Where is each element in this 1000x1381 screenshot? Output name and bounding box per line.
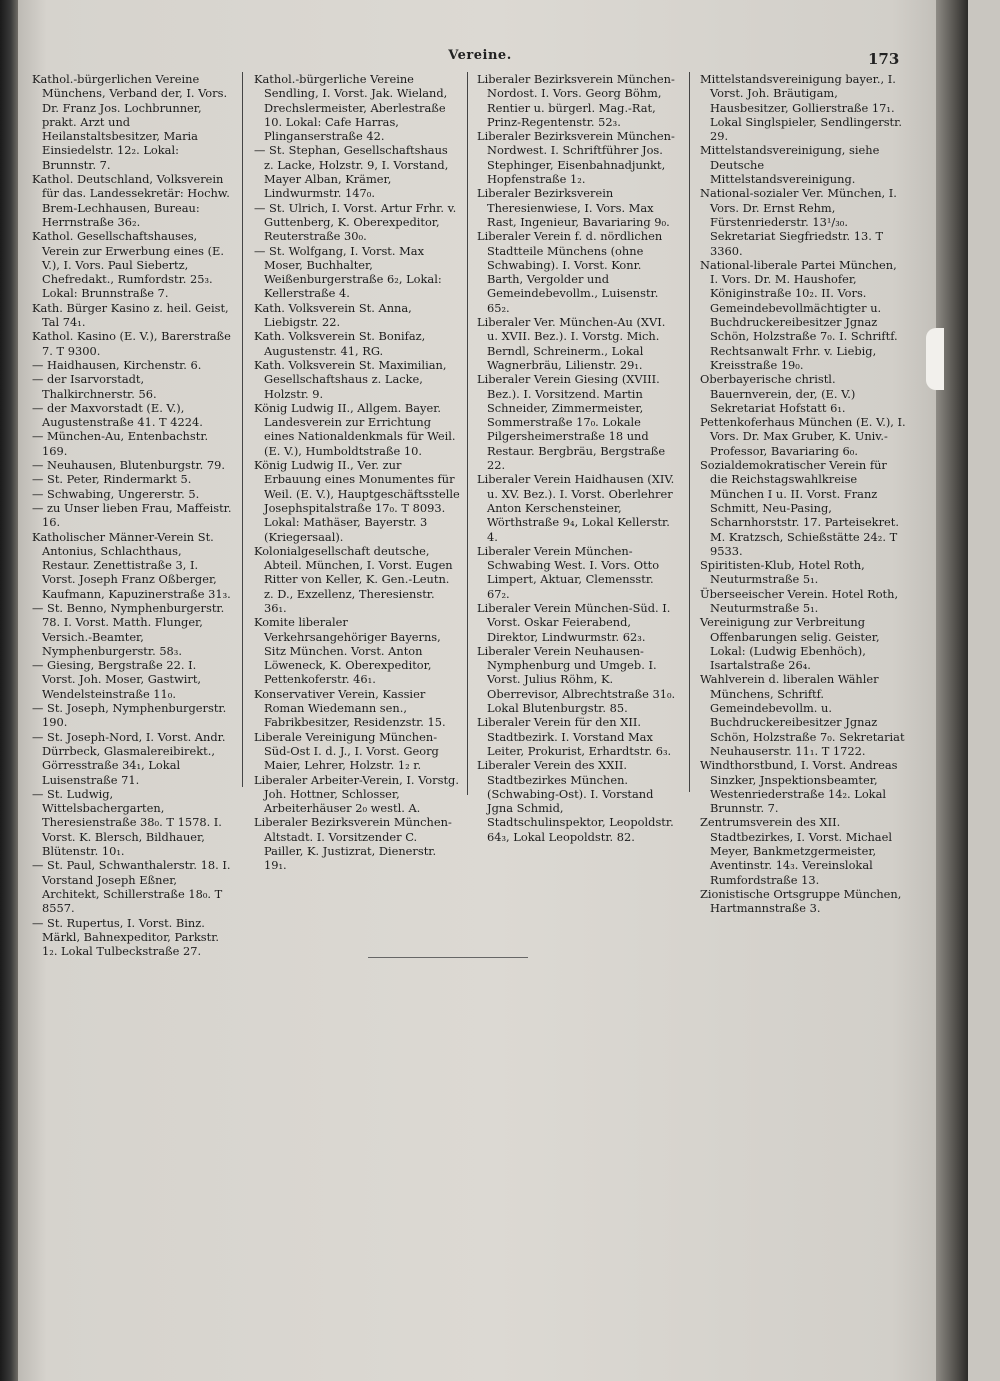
directory-entry: Kathol.-bürgerlichen Vereine Münchens, Verband der, I. Vors. Dr. Franz Jos. Lochbrunner, prakt. Arzt und Heilanstaltsbesitzer, Maria Einsiedelstr. 12₂. Lokal: Brunnstr. 7. [32,72,228,172]
directory-entry: Oberbayerische christl. Bauernverein, der, (E. V.) Sekretariat Hofstatt 6₁. [700,372,856,415]
directory-entry: Liberaler Verein München-Schwabing West. I. Vors. Otto Limpert, Aktuar, Clemensstr. 67₂. [477,543,660,601]
directory-entry: National-sozialer Ver. München, I. Vors. Dr. Ernst Rehm, Fürstenriederstr. 13¹/₃₀. Sekretariat Siegfriedstr. 13. T 3360. [700,186,897,258]
directory-entry: König Ludwig II., Ver. zur Erbauung eines Monumentes für Weil. (E. V.), Hauptgeschäftsstelle Josephspitalstraße 17₀. T 8093. Lokal: Mathäser, Bayerstr. 3 (Kriegersaal). [254,458,460,544]
directory-entry: — St. Rupertus, I. Vorst. Binz. Märkl, Bahnexpeditor, Parkstr. 1₂. Lokal Tulbeckstraße 27. [32,915,220,959]
book-spine [0,0,18,1381]
directory-entry: — St. Stephan, Gesellschaftshaus z. Lacke, Holzstr. 9, I. Vorstand, Mayer Alban, Krämer, Lindwurmstr. 147₀. [254,143,449,201]
directory-entry: Kath. Volksverein St. Maximilian, Gesellschaftshaus z. Lacke, Holzstr. 9. [254,357,447,401]
directory-entry: — St. Benno, Nymphenburgerstr. 78. I. Vorst. Matth. Flunger, Versich.-Beamter, Nymphenburgerstr. 58₃. [32,600,225,658]
directory-entry: — zu Unser lieben Frau, Maffeistr. 16. [32,500,232,530]
directory-entry: König Ludwig II., Allgem. Bayer. Landesverein zur Errichtung eines Nationaldenkmals für Weil. (E. V.), Humboldtstraße 10. [254,400,456,458]
directory-entry: Kathol. Gesellschaftshauses, Verein zur Erwerbung eines (E. V.), I. Vors. Paul Siebertz, Chefredakt., Rumfordstr. 25₃. Lokal: Brunnstraße 7. [32,229,224,301]
directory-entry: Mittelstandsvereinigung, siehe Deutsche Mittelstandsvereinigung. [700,143,880,187]
directory-entry: Pettenkoferhaus München (E. V.), I. Vors. Dr. Max Gruber, K. Univ.-Professor, Bavariaring 6₀. [700,415,906,458]
directory-entry: — St. Wolfgang, I. Vorst. Max Moser, Buchhalter, Weißenburgerstraße 6₂, Lokal: Kellerstraße 4. [254,243,442,301]
directory-entry: — St. Ludwig, Wittelsbachergarten, Theresienstraße 38₀. T 1578. I. Vorst. K. Blersch, Bildhauer, Blütenstr. 10₁. [32,786,222,859]
directory-entry: Kathol. Kasino (E. V.), Barerstraße 7. T 9300. [32,329,231,358]
section-divider [368,957,528,958]
directory-entry: Liberaler Arbeiter-Verein, I. Vorstg. Joh. Hottner, Schlosser, Arbeiterhäuser 2₀ westl. A. [254,772,459,816]
directory-entry: Liberaler Bezirksverein München-Nordost. I. Vors. Georg Böhm, Rentier u. bürgerl. Mag.-Rat, Prinz-Regentenstr. 52₃. [477,72,675,129]
directory-entry: Kath. Bürger Kasino z. heil. Geist, Tal 74₁. [32,300,229,330]
directory-entry: — St. Peter, Rindermarkt 5. [32,472,192,487]
column-divider-2 [467,72,468,795]
column-divider-3 [689,72,690,792]
directory-entry: — Giesing, Bergstraße 22. I. Vorst. Joh. Moser, Gastwirt, Wendelsteinstraße 11₀. [32,658,202,701]
directory-entry: Liberaler Verein für den XII. Stadtbezirk. I. Vorstand Max Leiter, Prokurist, Erhardtstr. 6₃. [477,715,672,758]
page-number: 173 [868,50,900,68]
directory-entry: — St. Joseph, Nymphenburgerstr. 190. [32,701,227,730]
column-1 [32,72,232,958]
directory-entry: Liberaler Bezirksverein München-Altstadt. I. Vorsitzender C. Pailler, K. Justizrat, Dienerstr. 19₁. [254,815,452,873]
directory-entry: Kath. Volksverein St. Anna, Liebigstr. 22. [254,300,412,330]
directory-entry: Komite liberaler Verkehrsangehöriger Bayerns, Sitz München. Vorst. Anton Löweneck, K. Oberexpeditor, Pettenkoferstr. 46₁. [254,615,441,687]
directory-entry: Liberaler Verein Haidhausen (XIV. u. XV. Bez.). I. Vorst. Oberlehrer Anton Kerschensteiner, Wörthstraße 9₄, Lokal Kellerstr. 4. [477,472,675,544]
directory-entry: Kathol. Deutschland, Volksverein für das. Landessekretär: Hochw. Brem-Lechhausen, Bureau: Herrnstraße 36₂. [32,172,230,229]
directory-entry: Zentrumsverein des XII. Stadtbezirkes, I. Vorst. Michael Meyer, Bankmetzgermeister, Aventinstr. 14₃. Vereinslokal Rumfordstraße 13. [700,815,892,887]
directory-entry: — St. Ulrich, I. Vorst. Artur Frhr. v. Guttenberg, K. Oberexpeditor, Reuterstraße 30₀. [254,200,457,244]
index-tab [926,328,944,390]
directory-entry: — Haidhausen, Kirchenstr. 6. [32,357,202,372]
directory-entry: Wahlverein d. liberalen Wähler Münchens, Schriftf. Gemeindebevollm. u. Buchdruckereibesitzer Jgnaz Schön, Holzstraße 7₀. Sekretariat Neuhauserstr. 11₁. T 1722. [700,672,905,758]
directory-entry: Mittelstandsvereinigung bayer., I. Vorst. Joh. Bräutigam, Hausbesitzer, Gollierstraße 17₁. Lokal Singlspieler, Sendlingerstr. 29. [700,72,902,144]
directory-entry: — der Maxvorstadt (E. V.), Augustenstraße 41. T 4224. [32,400,203,430]
directory-entry: Zionistische Ortsgruppe München, Hartmannstraße 3. [700,886,902,916]
directory-entry: Liberaler Verein f. d. nördlichen Stadtteile Münchens (ohne Schwabing). I. Vorst. Konr. Barth, Vergolder und Gemeindebevollm., Luisenstr. 65₂. [477,229,663,315]
directory-entry: Überseeischer Verein. Hotel Roth, Neuturmstraße 5₁. [700,586,899,615]
directory-entry: Kolonialgesellschaft deutsche, Abteil. München, I. Vorst. Eugen Ritter von Keller, K. Gen.-Leutn. z. D., Exzellenz, Theresienstr. 36₁. [254,543,453,615]
directory-entry: Windthorstbund, I. Vorst. Andreas Sinzker, Jnspektionsbeamter, Westenriederstraße 14₂. Lokal Brunnstr. 7. [700,758,898,816]
directory-entry: — Neuhausen, Blutenburgstr. 79. [32,458,226,473]
directory-entry: Vereinigung zur Verbreitung Offenbarungen selig. Geister, Lokal: (Ludwig Ebenhöch), Isartalstraße 26₄. [700,615,880,673]
column-4 [700,72,906,916]
page-edge-shadow [936,0,968,1381]
directory-entry: Liberaler Ver. München-Au (XVI. u. XVII. Bez.). I. Vorstg. Mich. Berndl, Schreinerm., Lokal Wagnerbräu, Lilienstr. 29₁. [477,315,666,372]
directory-entry: Liberaler Verein des XXII. Stadtbezirkes München. (Schwabing-Ost). I. Vorstand Jgna Schmid, Stadtschulinspektor, Leopoldstr. 64₃, Lokal Leopoldstr. 82. [477,758,674,844]
directory-entry: Sozialdemokratischer Verein für die Reichstagswahlkreise München I u. II. Vorst. Franz Schmitt, Neu-Pasing, Scharnhorststr. 17. Parteisekret. M. Kratzsch, Schießstätte 24₂. T 9533. [700,458,899,558]
directory-entry: — der Isarvorstadt, Thalkirchnerstr. 56. [32,372,157,401]
directory-entry: Konservativer Verein, Kassier Roman Wiedemann sen., Fabrikbesitzer, Residenzstr. 15. [254,686,446,730]
directory-entry: — Schwabing, Ungererstr. 5. [32,486,200,501]
directory-entry: Liberaler Verein Neuhausen-Nymphenburg und Umgeb. I. Vorst. Julius Röhm, K. Oberrevisor, Albrechtstraße 31₀. Lokal Blutenburgstr. 85. [477,643,676,716]
directory-entry: Liberale Vereinigung München-Süd-Ost I. d. J., I. Vorst. Georg Maier, Lehrer, Holzstr. 1₂ r. [254,729,439,773]
directory-entry: Kath. Volksverein St. Bonifaz, Augustenstr. 41, RG. [254,329,426,358]
directory-entry: Spiritisten-Klub, Hotel Roth, Neuturmstraße 5₁. [700,558,865,587]
directory-entry: Kathol.-bürgerliche Vereine Sendling, I. Vorst. Jak. Wieland, Drechslermeister, Aberlestraße 10. Lokal: Cafe Harras, Plinganserstraße 42. [254,72,448,144]
directory-entry: — St. Paul, Schwanthalerstr. 18. I. Vorstand Joseph Eßner, Architekt, Schillerstraße 18₀. T 8557. [32,858,231,916]
page-header-title: Vereine. [448,48,512,63]
column-divider-1 [242,72,243,787]
column-3 [477,72,677,844]
directory-entry: Liberaler Bezirksverein Theresienwiese, I. Vors. Max Rast, Ingenieur, Bavariaring 9₀. [477,186,670,229]
directory-entry: Liberaler Verein Giesing (XVIII. Bez.). I. Vorsitzend. Martin Schneider, Zimmermeister, Sommerstraße 17₀. Lokale Pilgersheimerstraße 18 und Restaur. Bergbräu, Bergstraße 22. [477,372,666,473]
column-2 [254,72,460,873]
directory-entry: — München-Au, Entenbachstr. 169. [32,429,209,458]
directory-entry: Liberaler Verein München-Süd. I. Vorst. Oskar Feierabend, Direktor, Lindwurmstr. 62₃. [477,600,671,644]
directory-entry: Katholischer Männer-Verein St. Antonius, Schlachthaus, Restaur. Zenettistraße 3, I. Vorst. Joseph Franz Oßberger, Kaufmann, Kapuzinerstraße 31₃. [32,529,231,601]
directory-entry: — St. Joseph-Nord, I. Vorst. Andr. Dürrbeck, Glasmalereibirekt., Görresstraße 34₁, Lokal Luisenstraße 71. [32,729,226,787]
directory-entry: Liberaler Bezirksverein München-Nordwest. I. Schriftführer Jos. Stephinger, Eisenbahnadjunkt, Hopfenstraße 1₂. [477,129,675,187]
directory-entry: National-liberale Partei München, I. Vors. Dr. M. Haushofer, Königinstraße 10₂. II. Vors. Gemeindebevollmächtigter u. Buchdruckereibesitzer Jgnaz Schön, Holzstraße 7₀. I. Schriftf. Rechtsanwalt Frhr. v. Liebig, Kreisstraße 19₀. [700,257,898,372]
